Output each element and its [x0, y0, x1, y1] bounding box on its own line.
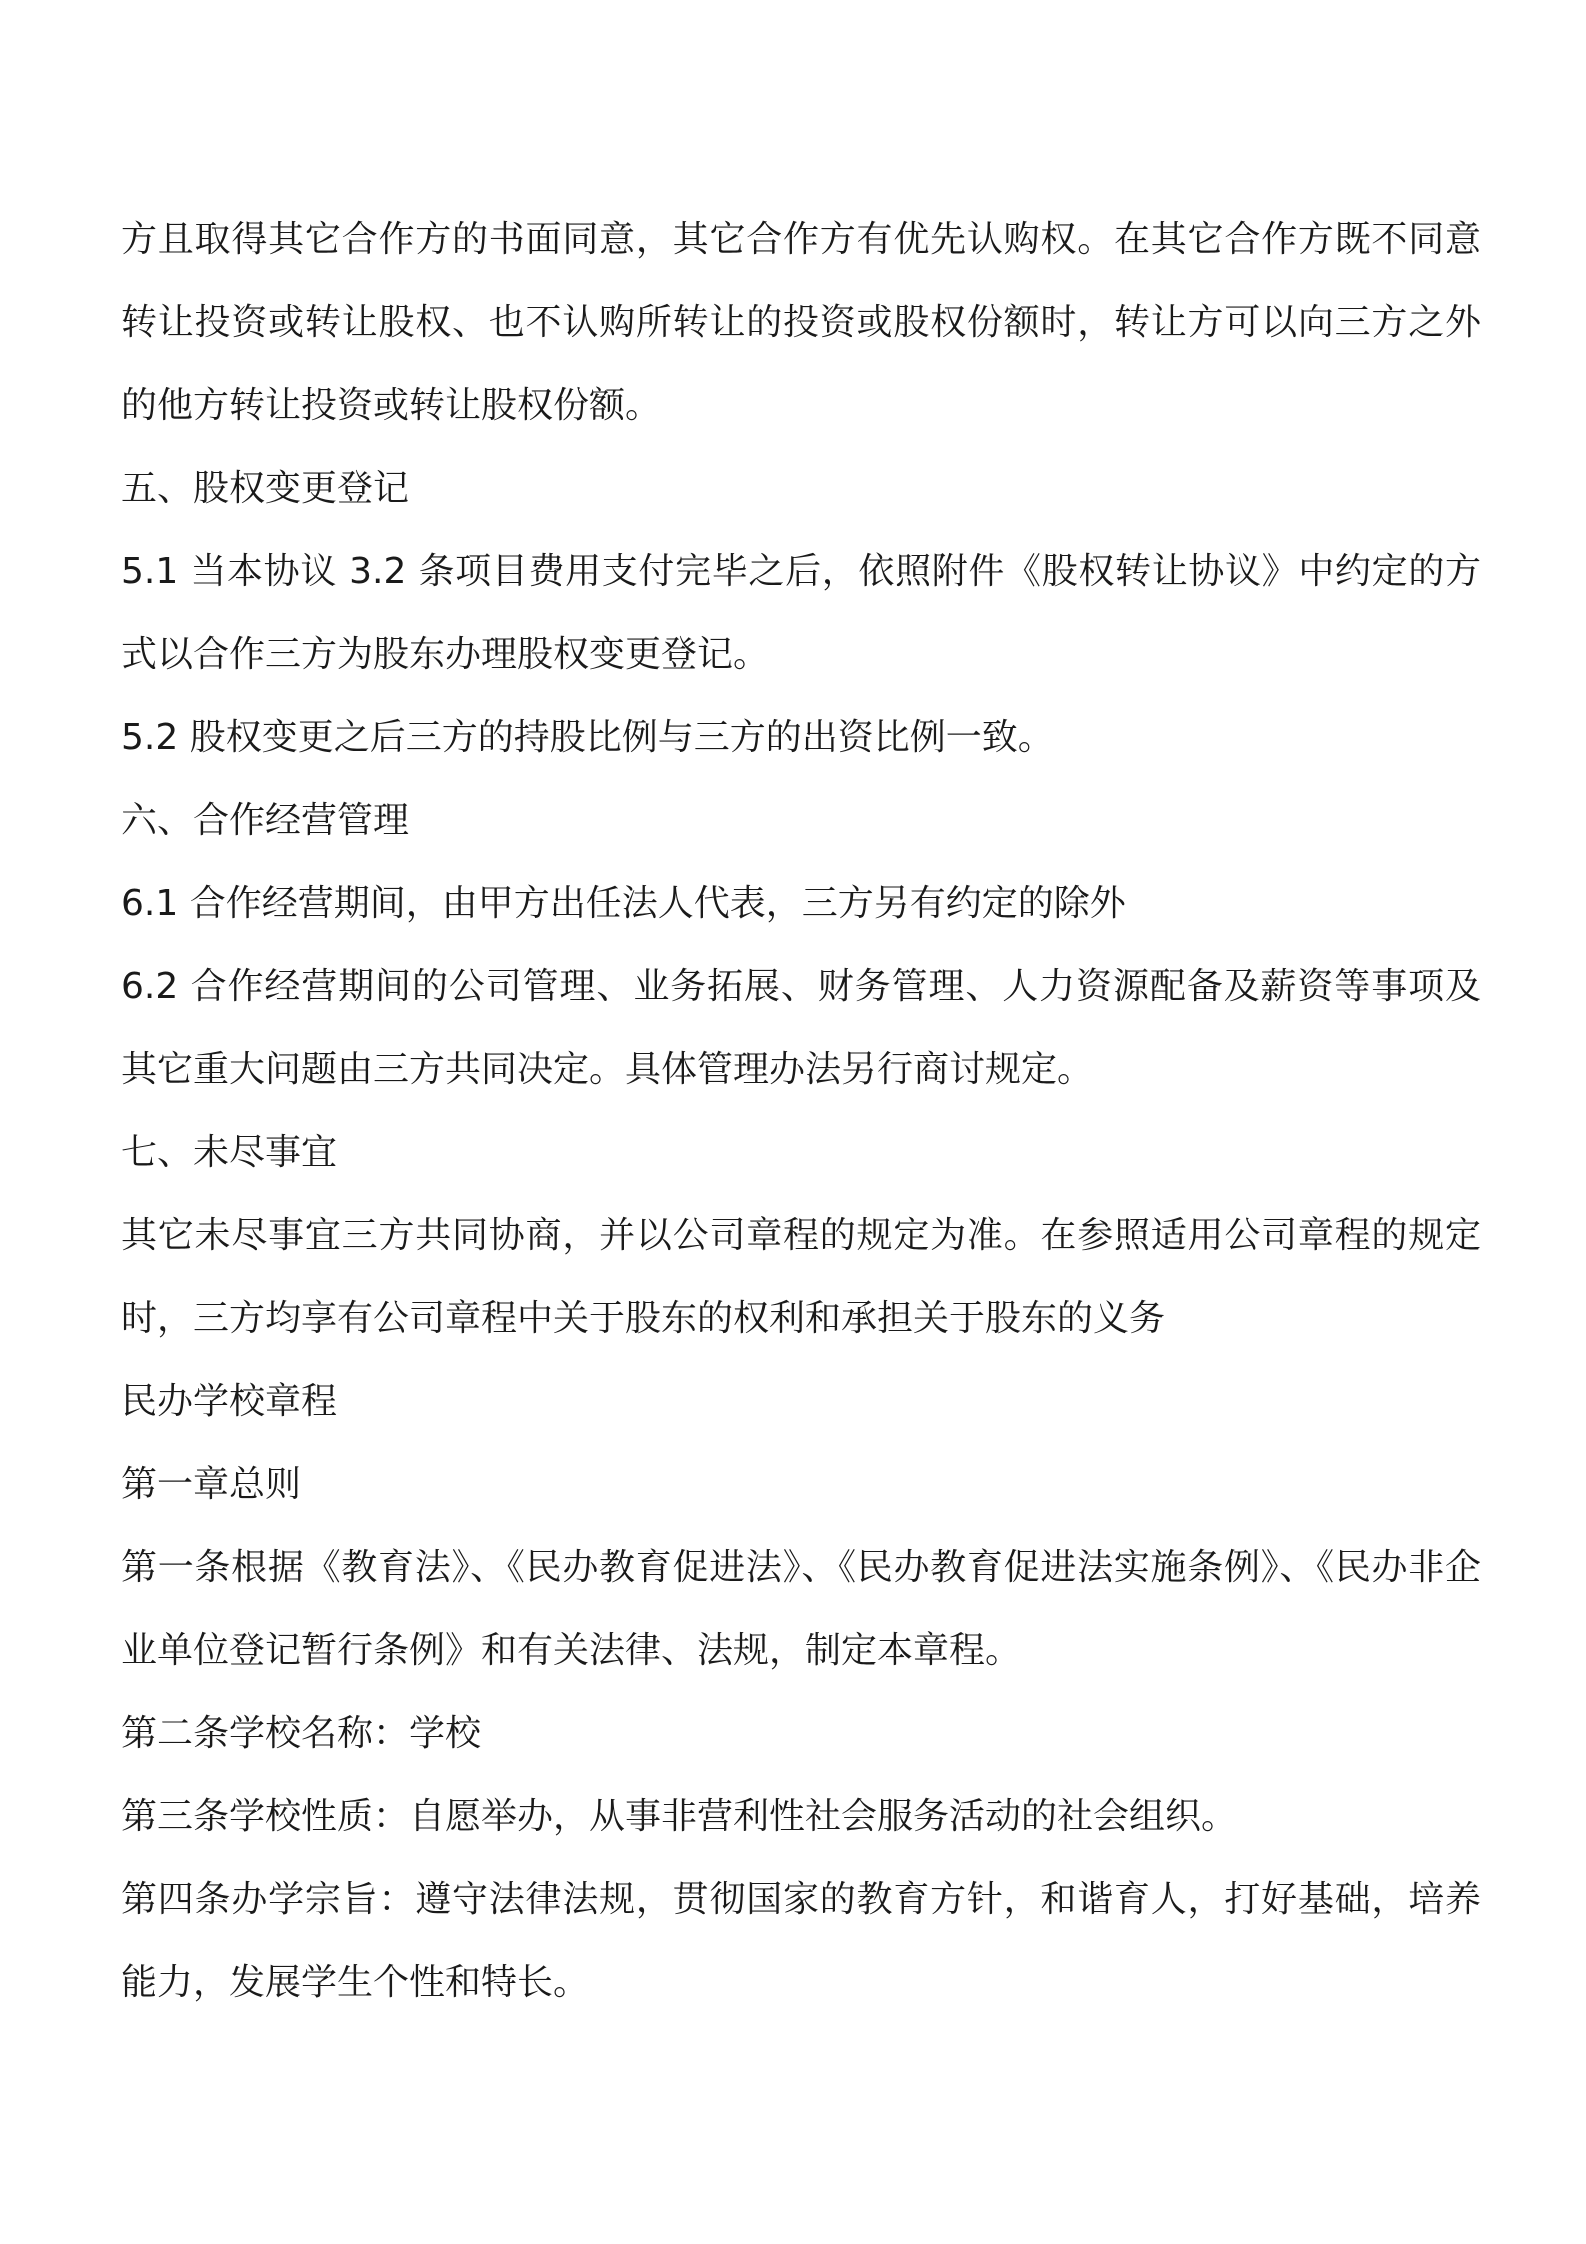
heading-section-7: 七、未尽事宜	[121, 1132, 338, 1173]
heading-section-6: 六、合作经营管理	[121, 800, 410, 841]
paragraph-5-2: 5.2 股权变更之后三方的持股比例与三方的出资比例一致。	[121, 717, 1054, 758]
document-body	[121, 198, 1481, 2024]
title-school-charter: 民办学校章程	[121, 1381, 338, 1422]
article-4: 第四条办学宗旨：遵守法律法规，贯彻国家的教育方针，和谐育人，打好基础，培养能力，发展学生个性和特长。	[121, 1879, 1481, 2003]
article-1: 第一条根据《教育法》、《民办教育促进法》、《民办教育促进法实施条例》、《民办非企业单位登记暂行条例》和有关法律、法规，制定本章程。	[121, 1547, 1481, 1671]
paragraph-5-1: 5.1 当本协议 3.2 条项目费用支付完毕之后，依照附件《股权转让协议》中约定的方式以合作三方为股东办理股权变更登记。	[121, 551, 1481, 675]
paragraph-6-2: 6.2 合作经营期间的公司管理、业务拓展、财务管理、人力资源配备及薪资等事项及其它重大问题由三方共同决定。具体管理办法另行商讨规定。	[121, 966, 1481, 1090]
heading-section-5: 五、股权变更登记	[121, 468, 410, 509]
heading-chapter-1: 第一章总则	[121, 1464, 302, 1505]
article-2: 第二条学校名称：学校	[121, 1713, 482, 1754]
article-3: 第三条学校性质：自愿举办，从事非营利性社会服务活动的社会组织。	[121, 1796, 1238, 1837]
paragraph-unresolved-matters: 其它未尽事宜三方共同协商，并以公司章程的规定为准。在参照适用公司章程的规定时，三方均享有公司章程中关于股东的权利和承担关于股东的义务	[121, 1215, 1481, 1339]
paragraph-6-1: 6.1 合作经营期间，由甲方出任法人代表，三方另有约定的除外	[121, 883, 1126, 924]
paragraph-transfer-consent: 方且取得其它合作方的书面同意，其它合作方有优先认购权。在其它合作方既不同意转让投资或转让股权、也不认购所转让的投资或股权份额时，转让方可以向三方之外的他方转让投资或转让股权份额。	[121, 219, 1481, 426]
